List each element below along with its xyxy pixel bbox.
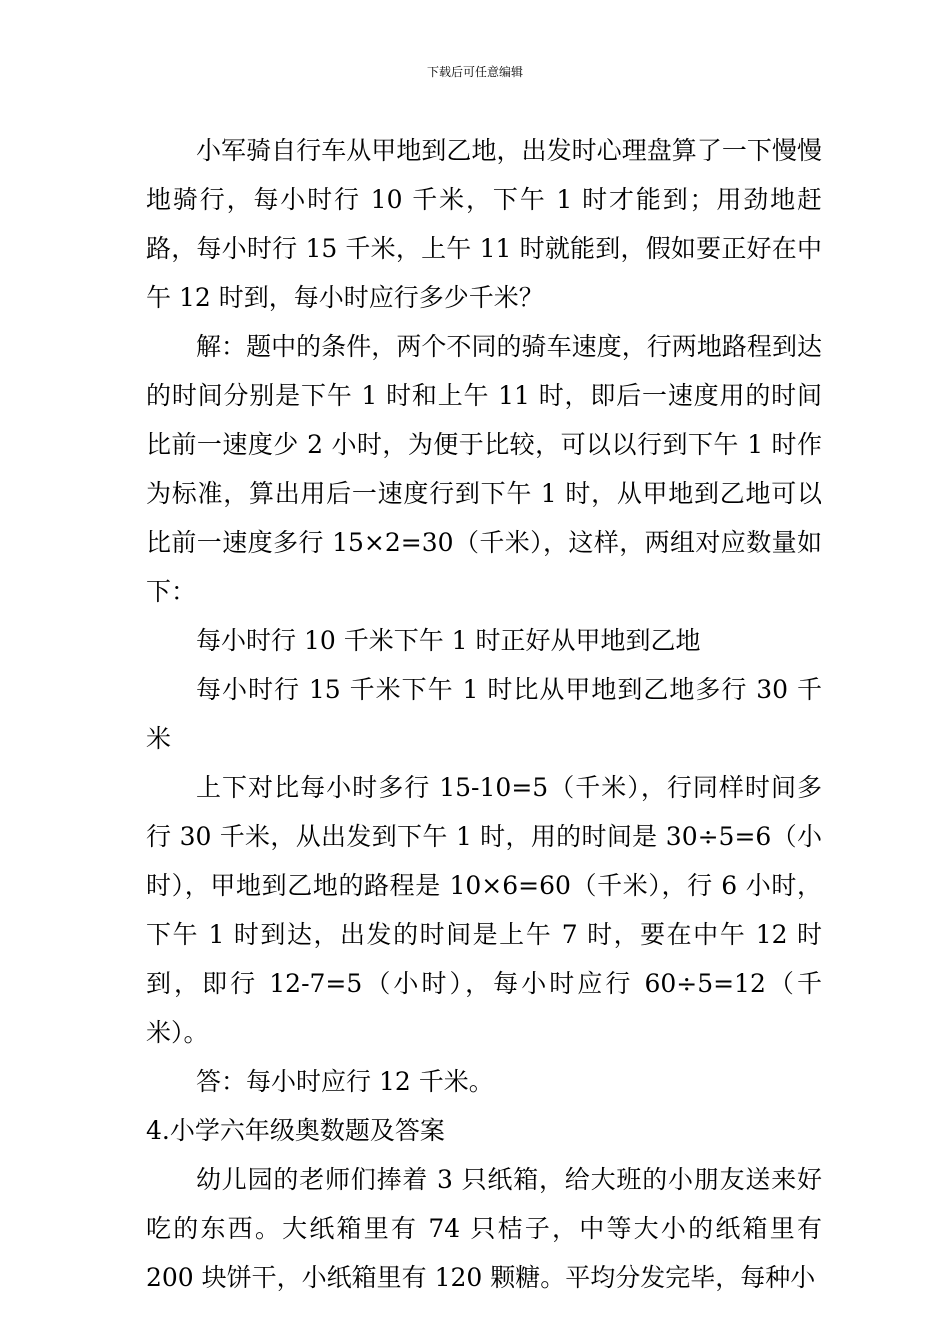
comparison-line-1: 每小时行 10 千米下午 1 时正好从甲地到乙地	[196, 626, 701, 655]
section-heading: 4.小学六年级奥数题及答案	[146, 1116, 445, 1145]
problem-paragraph: 小军骑自行车从甲地到乙地，出发时心理盘算了一下慢慢地骑行，每小时行 10 千米，下午 1 时才能到；用劲地赶路，每小时行 15 千米，上午 11 时就能到，假如要正好在中午 12 时到，每小时应行多少千米？	[146, 136, 822, 312]
document-body	[146, 126, 822, 1302]
answer-paragraph: 答：每小时应行 12 千米。	[196, 1067, 494, 1096]
calculation-paragraph: 上下对比每小时多行 15-10=5（千米），行同样时间多行 30 千米，从出发到下午 1 时，用的时间是 30÷5=6（小时），甲地到乙地的路程是 10×6=60（千米），行 6 小时，下午 1 时到达，出发的时间是上午 7 时，要在中午 12 时到，即行 12-7=5（小时），每小时应行 60÷5=12（千米）。	[146, 773, 822, 1047]
comparison-line-2: 每小时行 15 千米下午 1 时比从甲地到乙地多行 30 千米	[146, 675, 822, 753]
page-header: 下载后可任意编辑	[426, 65, 523, 79]
solution-paragraph: 解：题中的条件，两个不同的骑车速度，行两地路程到达的时间分别是下午 1 时和上午 11 时，即后一速度用的时间比前一速度少 2 小时，为便于比较，可以以行到下午 1 时作为标准，算出用后一速度行到下午 1 时，从甲地到乙地可以比前一速度多行 15×2=30（千米），这样，两组对应数量如下：	[146, 332, 822, 606]
next-problem-paragraph: 幼儿园的老师们捧着 3 只纸箱，给大班的小朋友送来好吃的东西。大纸箱里有 74 只桔子，中等大小的纸箱里有 200 块饼干，小纸箱里有 120 颗糖。平均分发完毕，每种小	[146, 1165, 822, 1292]
